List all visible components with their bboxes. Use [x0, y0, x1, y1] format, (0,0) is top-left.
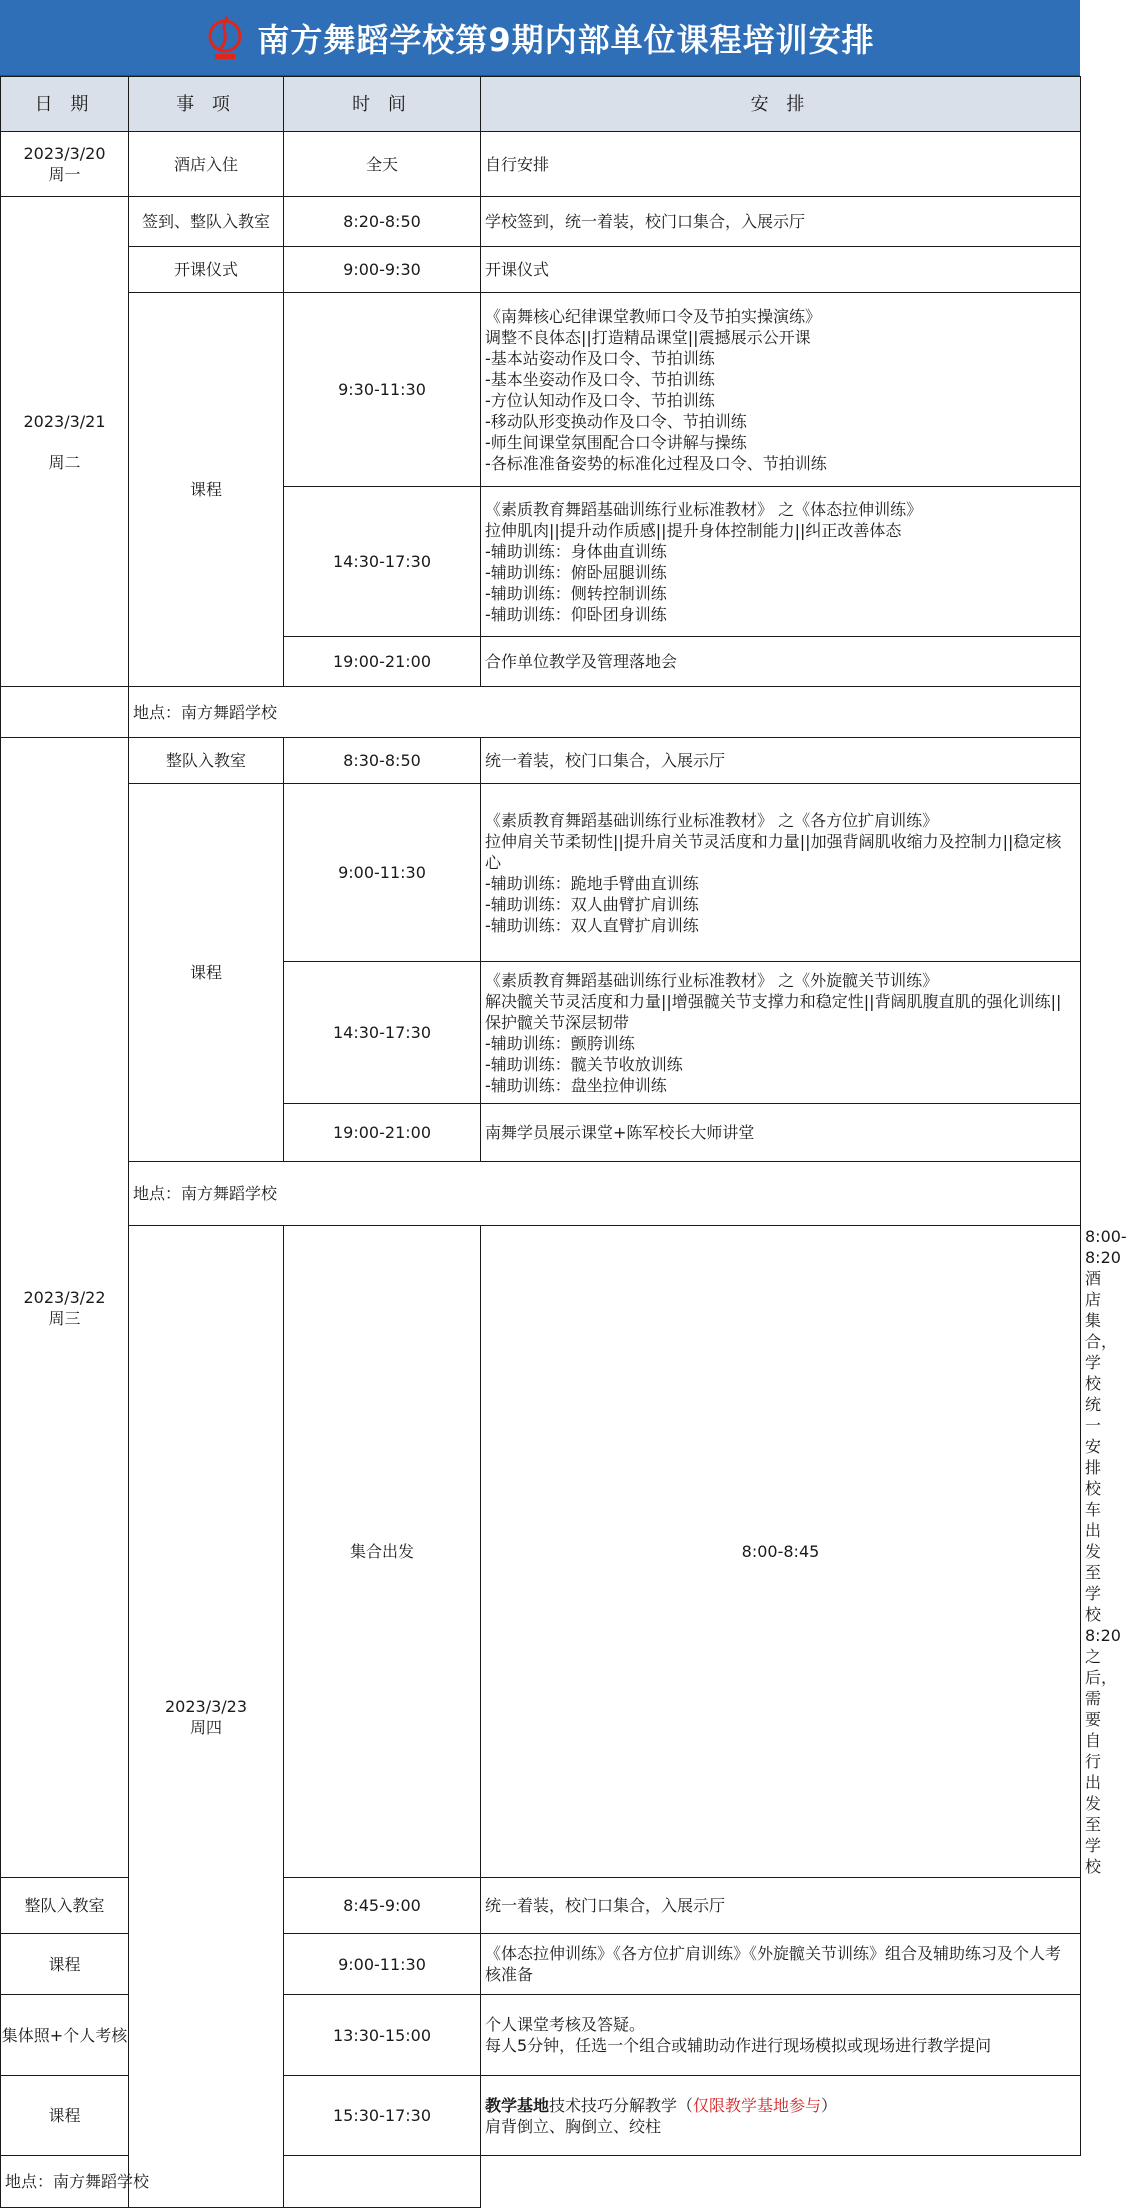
time-cell: 8:00-8:45 — [481, 1226, 1081, 1878]
arrangement-line: 学校签到，统一着装，校门口集合，入展示厅 — [485, 212, 806, 231]
arrangement-line: -移动队形变换动作及口令、节拍训练 — [485, 411, 747, 431]
item-cell: 课程 — [1, 1934, 129, 1995]
table-row — [1, 738, 1081, 784]
arrangement-cell — [481, 637, 1081, 687]
item-cell: 开课仪式 — [129, 247, 284, 293]
time-cell: 13:30-15:00 — [284, 1995, 481, 2076]
date-text: 2023/3/21 — [23, 411, 106, 431]
arrangement-line: 南舞学员展示课堂+陈军校长大师讲堂 — [485, 1123, 755, 1142]
close-paren: ） — [821, 2095, 838, 2115]
course-title-line: 《南舞核心纪律课堂教师口令及节拍实操演练》 — [485, 306, 822, 326]
course-title-line: 《素质教育舞蹈基础训练行业标准教材》 之《外旋髋关节训练》 — [485, 970, 939, 990]
arrangement-line: -辅助训练：跪地手臂曲直训练 — [485, 873, 699, 893]
column-header-time: 时 间 — [284, 77, 481, 132]
item-cell: 课程 — [129, 784, 284, 1162]
weekday-text: 周四 — [189, 1717, 222, 1737]
location-cell: 地点：南方舞蹈学校 — [129, 1162, 1081, 1226]
item-cell: 课程 — [1, 2076, 129, 2156]
table-row — [1, 784, 1081, 962]
arrangement-line: -各标准准备姿势的标准化过程及口令、节拍训练 — [485, 453, 827, 473]
date-cell — [129, 1226, 284, 2208]
arrangement-line: 统一着装，校门口集合，入展示厅 — [485, 1896, 726, 1915]
schedule-table — [0, 76, 1127, 2208]
course-title-line: 《素质教育舞蹈基础训练行业标准教材》 之《各方位扩肩训练》 — [485, 810, 939, 830]
title-banner — [0, 0, 1080, 76]
arrangement-line: 肩背倒立、胸倒立、绞柱 — [485, 2116, 662, 2136]
date-text: 2023/3/20 — [23, 144, 106, 163]
time-cell: 19:00-21:00 — [284, 1104, 481, 1162]
arrangement-text: 技术技巧分解教学（ — [549, 2095, 694, 2115]
location-row — [1, 687, 1081, 738]
arrangement-cell — [481, 962, 1081, 1104]
time-cell: 8:20-8:50 — [284, 197, 481, 247]
arrangement-line — [485, 2095, 1076, 2116]
time-cell: 14:30-17:30 — [284, 962, 481, 1104]
column-header-date: 日 期 — [1, 77, 129, 132]
arrangement-line: 合作单位教学及管理落地会 — [485, 652, 678, 671]
time-cell: 9:00-11:30 — [284, 1934, 481, 1995]
time-cell: 14:30-17:30 — [284, 487, 481, 637]
weekday-text: 周二 — [48, 452, 81, 472]
arrangement-line: 拉伸肌肉||提升动作质感||提升身体控制能力||纠正改善体态 — [485, 520, 902, 540]
arrangement-line: -辅助训练：双人直臂扩肩训练 — [485, 915, 699, 935]
date-text: 2023/3/23 — [164, 1696, 248, 1716]
arrangement-line: -辅助训练：双人曲臂扩肩训练 — [485, 894, 699, 914]
arrangement-cell — [481, 2076, 1081, 2156]
arrangement-cell — [481, 784, 1081, 962]
date-cell — [1, 197, 129, 687]
item-cell: 签到、整队入教室 — [129, 197, 284, 247]
arrangement-line: -辅助训练：仰卧团身训练 — [485, 604, 667, 624]
time-cell: 9:00-11:30 — [284, 784, 481, 962]
time-cell: 9:00-9:30 — [284, 247, 481, 293]
arrangement-cell — [481, 1104, 1081, 1162]
time-cell: 9:30-11:30 — [284, 293, 481, 487]
time-cell: 8:30-8:50 — [284, 738, 481, 784]
arrangement-line: 《体态拉伸训练》《各方位扩肩训练》《外旋髋关节训练》组合及辅助练习及个人考核准备 — [485, 1944, 1062, 1984]
column-header-arrangement: 安 排 — [481, 77, 1081, 132]
arrangement-cell — [481, 1878, 1081, 1934]
arrangement-line: -辅助训练：颤胯训练 — [485, 1033, 635, 1053]
table-row — [1, 293, 1081, 487]
item-cell: 整队入教室 — [1, 1878, 129, 1934]
date-text: 2023/3/22 — [23, 1287, 106, 1307]
arrangement-line: -辅助训练：俯卧屈腿训练 — [485, 562, 667, 582]
item-cell: 课程 — [129, 293, 284, 687]
arrangement-cell — [481, 197, 1081, 247]
item-cell: 集合出发 — [284, 1226, 481, 1878]
arrangement-line: -基本坐姿动作及口令、节拍训练 — [485, 369, 715, 389]
arrangement-line: 解决髋关节灵活度和力量||增强髋关节支撑力和稳定性||背阔肌腹直肌的强化训练||保护髋关节深层韧带 — [485, 991, 1062, 1032]
weekday-text: 周三 — [48, 1308, 81, 1328]
arrangement-cell — [481, 738, 1081, 784]
table-row — [1, 132, 1081, 197]
arrangement-line: -师生间课堂氛围配合口令讲解与操练 — [485, 432, 747, 452]
arrangement-line: 统一着装，校门口集合，入展示厅 — [485, 751, 726, 770]
arrangement-line: 调整不良体态||打造精品课堂||震撼展示公开课 — [485, 327, 811, 347]
arrangement-cell — [481, 1934, 1081, 1995]
arrangement-cell — [481, 1995, 1081, 2076]
column-header-item: 事 项 — [129, 77, 284, 132]
arrangement-line: -基本站姿动作及口令、节拍训练 — [485, 348, 715, 368]
arrangement-cell — [481, 487, 1081, 637]
item-cell: 酒店入住 — [129, 132, 284, 197]
arrangement-line: 拉伸肩关节柔韧性||提升肩关节灵活度和力量||加强背阔肌收缩力及控制力||稳定核心 — [485, 831, 1062, 872]
arrangement-line: 开课仪式 — [485, 260, 550, 279]
item-cell: 集体照+个人考核 — [1, 1995, 129, 2076]
empty-date-cell — [1, 687, 129, 738]
arrangement-line: -辅助训练：身体曲直训练 — [485, 541, 667, 561]
location-row — [1, 2156, 1081, 2208]
arrangement-cell — [481, 293, 1081, 487]
arrangement-line: -辅助训练：侧转控制训练 — [485, 583, 667, 603]
item-cell: 整队入教室 — [129, 738, 284, 784]
dancer-logo-icon — [205, 14, 245, 62]
time-cell: 全天 — [284, 132, 481, 197]
weekday-text: 周一 — [48, 165, 81, 184]
table-row: 2023/3/23 周四 集合出发 8:00-8:45 8:00-8:20酒店集合，学校统一安排校车出发至学校 8:20之后，需要自行出发至学校 — [1, 1226, 1081, 1878]
date-cell — [1, 738, 129, 1878]
table-row — [1, 247, 1081, 293]
table-header-row — [1, 77, 1081, 132]
time-cell: 19:00-21:00 — [284, 637, 481, 687]
location-cell: 地点：南方舞蹈学校 — [129, 687, 1081, 738]
arrangement-line: 每人5分钟，任选一个组合或辅助动作进行现场模拟或现场进行教学提问 — [485, 2036, 992, 2055]
arrangement-line: -辅助训练：盘坐拉伸训练 — [485, 1075, 667, 1095]
location-row — [1, 1162, 1081, 1226]
arrangement-line: -方位认知动作及口令、节拍训练 — [485, 390, 715, 410]
location-cell: 地点：南方舞蹈学校 — [1, 2156, 481, 2208]
restriction-note: 仅限教学基地参与 — [693, 2095, 822, 2115]
base-label: 教学基地 — [485, 2095, 550, 2115]
time-cell: 15:30-17:30 — [284, 2076, 481, 2156]
course-title-line: 《素质教育舞蹈基础训练行业标准教材》 之《体态拉伸训练》 — [485, 499, 923, 519]
date-cell — [1, 132, 129, 197]
time-cell: 8:45-9:00 — [284, 1878, 481, 1934]
arrangement-line: 个人课堂考核及答疑。 — [485, 2015, 646, 2034]
table-row — [1, 197, 1081, 247]
arrangement-line: 自行安排 — [485, 154, 550, 174]
arrangement-line: -辅助训练：髋关节收放训练 — [485, 1054, 683, 1074]
page-title: 南方舞蹈学校第9期内部单位课程培训安排 — [257, 20, 875, 59]
arrangement-cell — [481, 247, 1081, 293]
arrangement-cell — [481, 132, 1081, 197]
